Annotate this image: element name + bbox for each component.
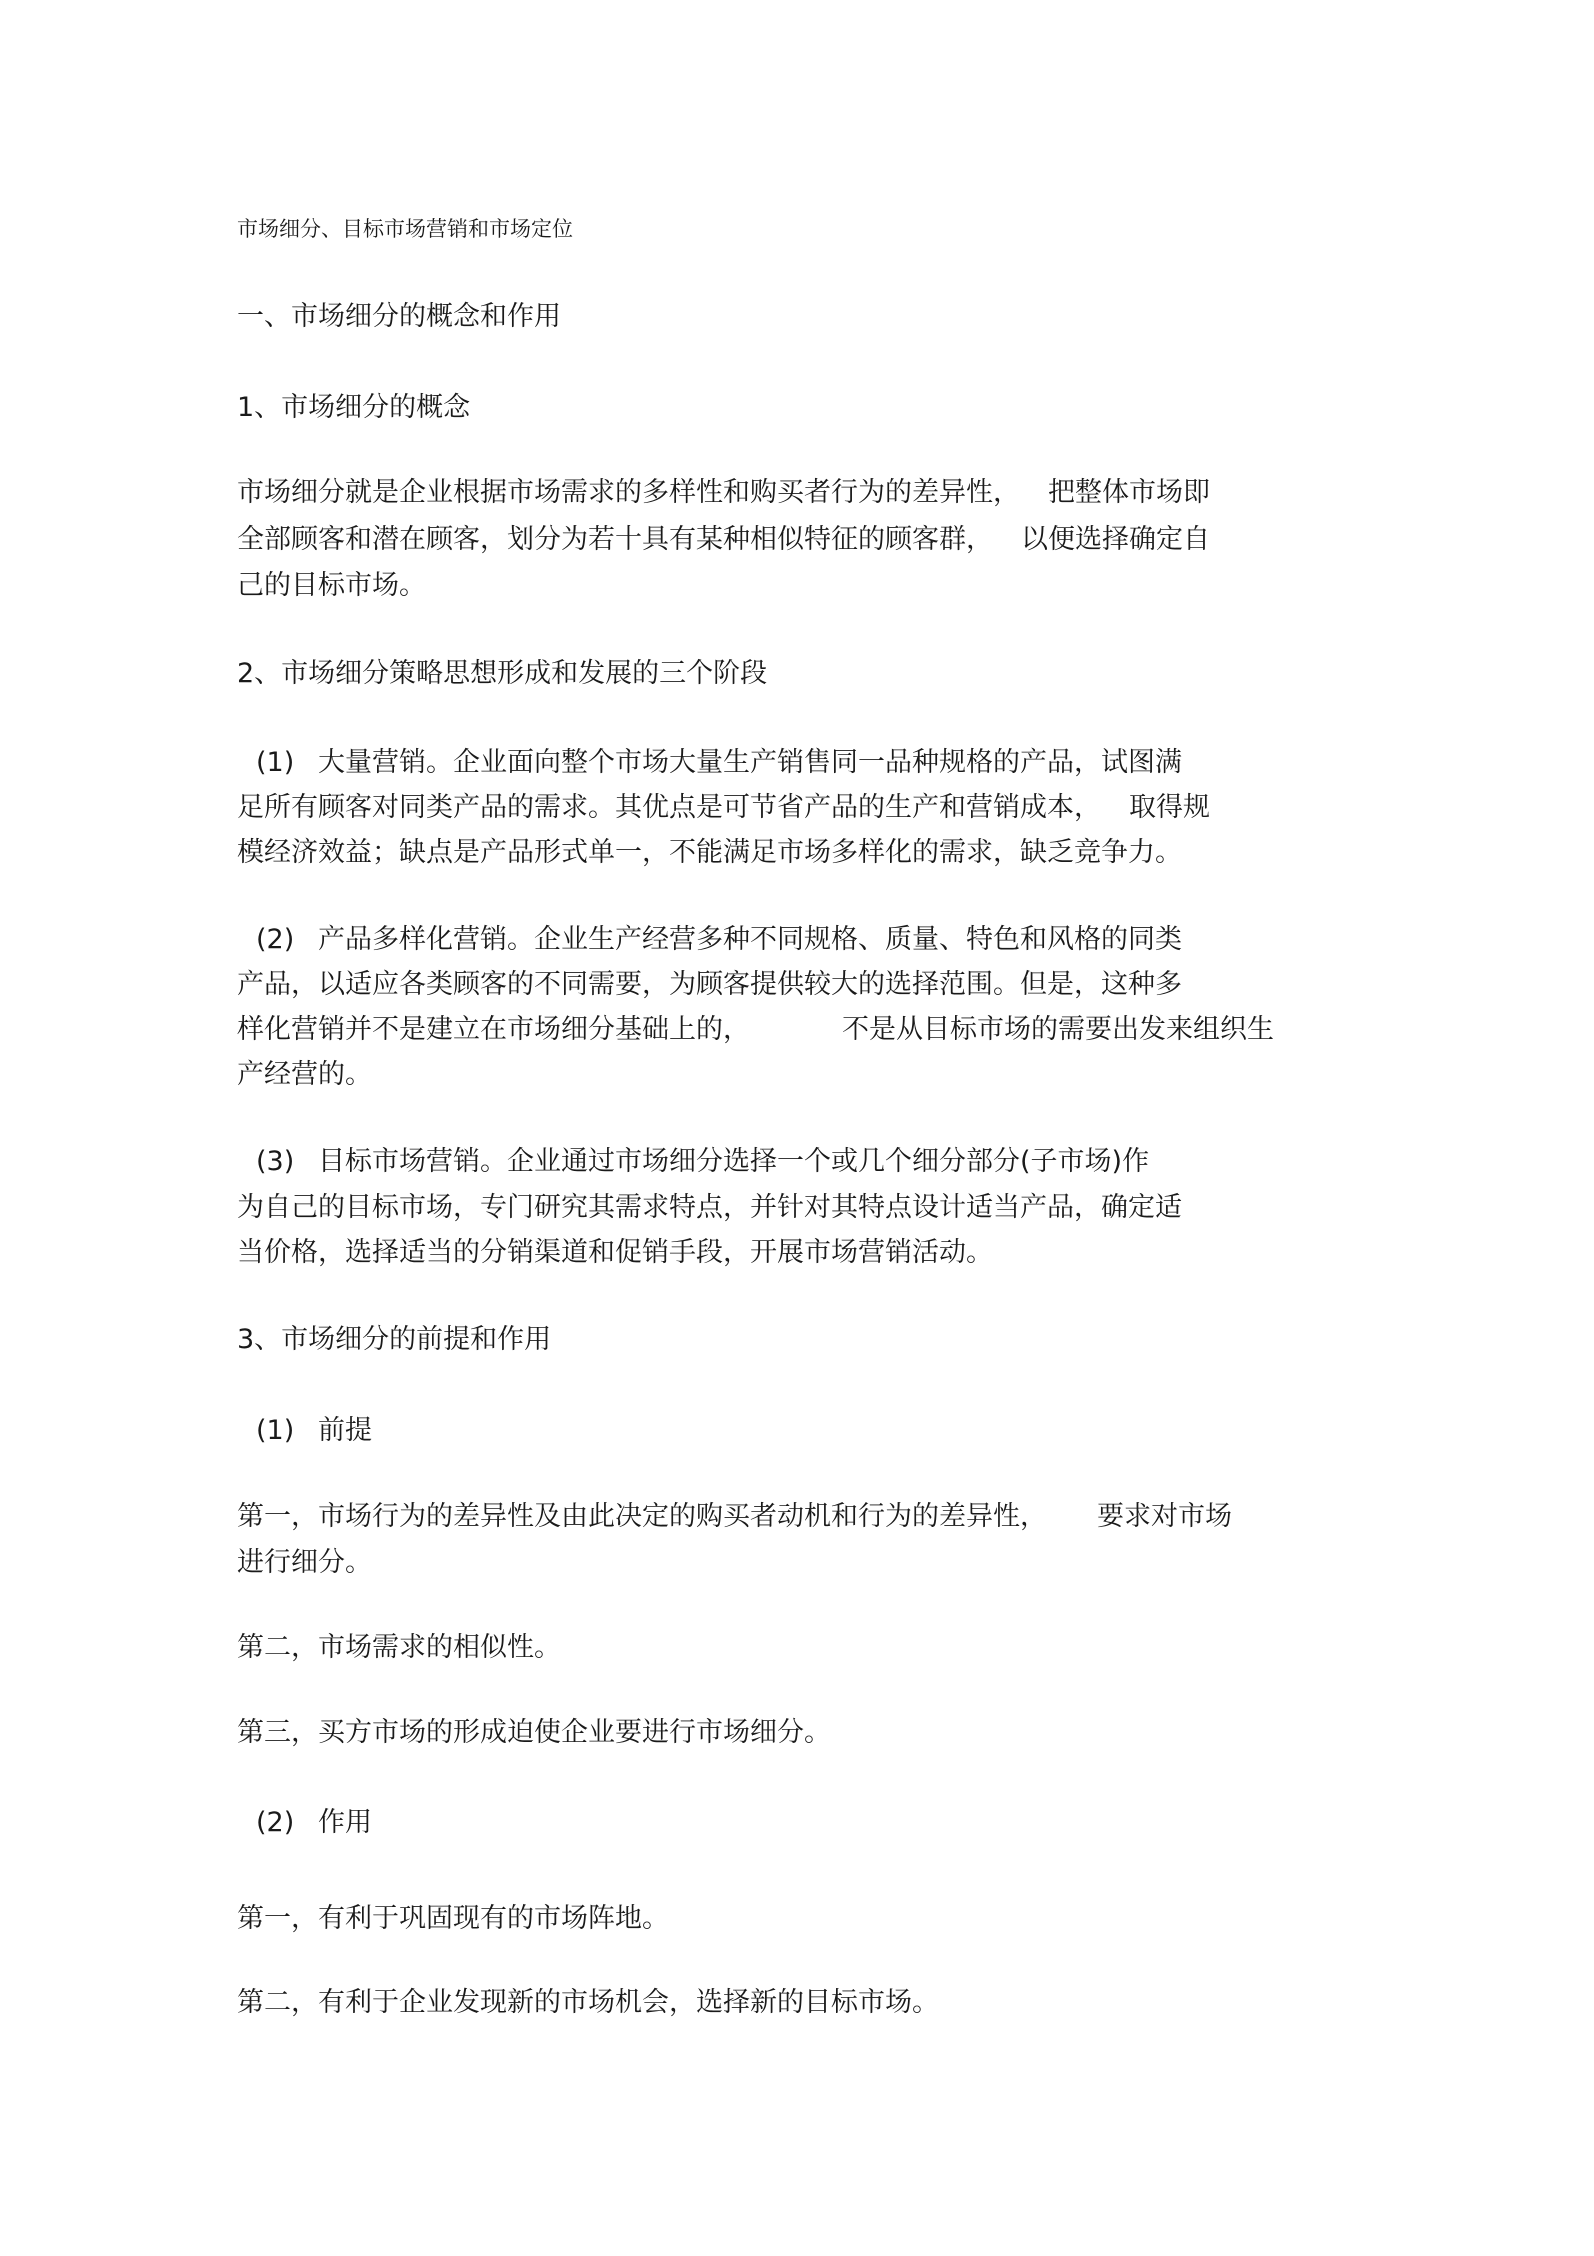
paragraph-line: 进行细分。 [237, 1547, 372, 1578]
section-heading-1: 一、市场细分的概念和作用 [237, 301, 561, 332]
sub-item-heading [256, 1408, 372, 1454]
list-item-line [256, 917, 1182, 963]
text-segment: 产品多样化营销。企业生产经营多种不同规格、质量、特色和风格的同类 [318, 924, 1182, 955]
text-segment: 前提 [318, 1415, 372, 1446]
sub-item-heading [256, 1800, 372, 1846]
document-title: 市场细分、目标市场营销和市场定位 [237, 217, 573, 241]
list-item-number: (1) [256, 747, 295, 778]
list-item-line: 产经营的。 [237, 1059, 372, 1090]
text-segment: 目标市场营销。企业通过市场细分选择一个或几个细分部分(子市场)作 [318, 1146, 1150, 1177]
text-segment: 足所有顾客对同类产品的需求。其优点是可节省产品的生产和营销成本， [237, 792, 1101, 823]
subsection-heading-3: 3、市场细分的前提和作用 [237, 1324, 552, 1355]
text-segment: 市场细分就是企业根据市场需求的多样性和购买者行为的差异性， [237, 477, 1020, 508]
list-item-number: (1) [256, 1415, 295, 1446]
paragraph-line: 第一，有利于巩固现有的市场阵地。 [237, 1903, 669, 1934]
list-item-line [237, 785, 1210, 831]
list-item-line: 模经济效益；缺点是产品形式单一，不能满足市场多样化的需求，缺乏竞争力。 [237, 837, 1182, 868]
text-segment: 作用 [318, 1807, 372, 1838]
text-segment: 要求对市场 [1097, 1501, 1232, 1532]
subsection-heading-2: 2、市场细分策略思想形成和发展的三个阶段 [237, 658, 768, 689]
paragraph-line [237, 1494, 1232, 1540]
paragraph-line [237, 470, 1210, 516]
text-segment: 全部顾客和潜在顾客，划分为若十具有某种相似特征的顾客群， [237, 524, 993, 555]
text-segment: 把整体市场即 [1048, 477, 1210, 508]
paragraph-line [237, 517, 1210, 563]
paragraph-line: 己的目标市场。 [237, 570, 426, 601]
list-item-line [256, 1139, 1149, 1185]
text-segment: 第一，市场行为的差异性及由此决定的购买者动机和行为的差异性， [237, 1501, 1047, 1532]
list-item-line: 当价格，选择适当的分销渠道和促销手段，开展市场营销活动。 [237, 1237, 993, 1268]
list-item-line [256, 740, 1182, 786]
text-segment: 样化营销并不是建立在市场细分基础上的， [237, 1014, 750, 1045]
list-item-number: (2) [256, 924, 295, 955]
list-item-line [237, 1007, 1274, 1053]
paragraph-line: 第二，市场需求的相似性。 [237, 1632, 561, 1663]
list-item-line: 产品，以适应各类顾客的不同需要，为顾客提供较大的选择范围。但是，这种多 [237, 969, 1182, 1000]
list-item-line: 为自己的目标市场，专门研究其需求特点，并针对其特点设计适当产品，确定适 [237, 1192, 1182, 1223]
list-item-number: (2) [256, 1807, 295, 1838]
text-segment: 以便选择确定自 [1021, 524, 1210, 555]
subsection-heading-1: 1、市场细分的概念 [237, 392, 471, 423]
text-segment: 大量营销。企业面向整个市场大量生产销售同一品种规格的产品，试图满 [318, 747, 1182, 778]
paragraph-line: 第二，有利于企业发现新的市场机会，选择新的目标市场。 [237, 1987, 939, 2018]
paragraph-line: 第三，买方市场的形成迫使企业要进行市场细分。 [237, 1717, 831, 1748]
text-segment: 取得规 [1129, 792, 1210, 823]
list-item-number: (3) [256, 1146, 295, 1177]
text-segment: 不是从目标市场的需要出发来组织生 [842, 1014, 1274, 1045]
